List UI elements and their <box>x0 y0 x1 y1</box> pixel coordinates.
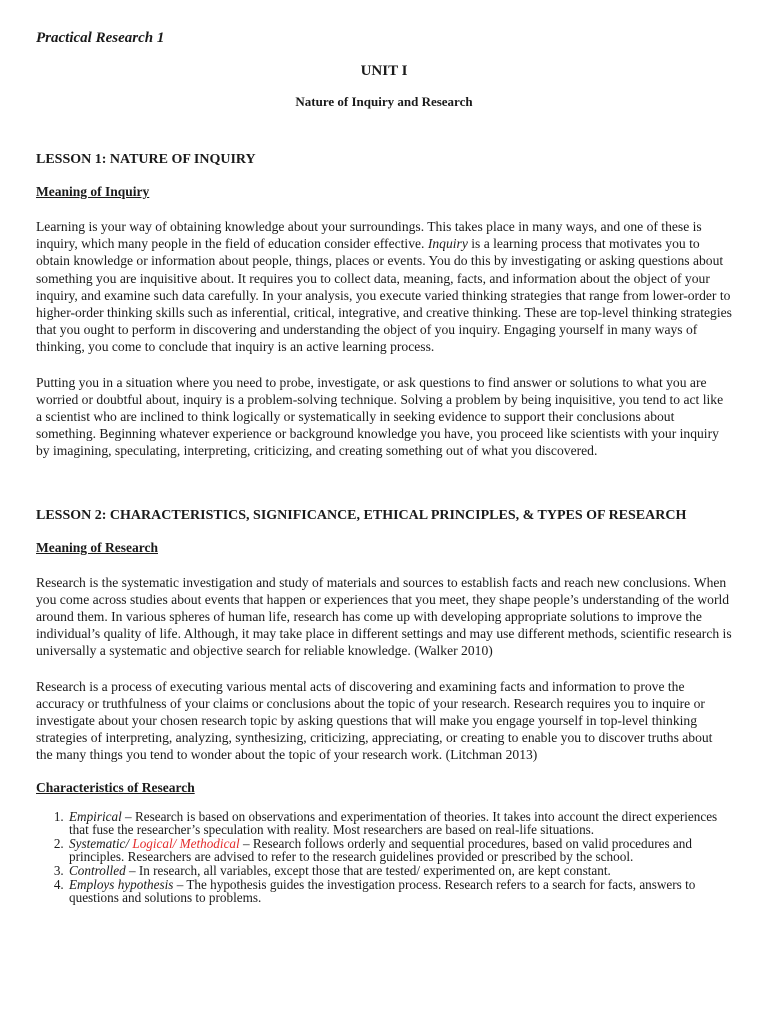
lesson-2-paragraph-1: Research is the systematic investigation and study of materials and sources to establish facts and reach new conclusions. When you come across studies about events that happen or experiences that you meet, they shape people’s understanding of the world around them. In various spheres of human life, research has come up with developing appropriate solutions to improve the individual’s quality of life. Although, it may take place in different settings and may use different methods, scientific research is universally a systematic and objective search for reliable knowledge. (Walker 2010) <box>36 574 732 659</box>
characteristic-text: – Research is based on observations and experimentation of theories. It takes into account the direct experiences that fuse the researcher’s speculation with reality. Most researchers are based on real-life situations. <box>69 808 718 838</box>
document-header-title: Practical Research 1 <box>36 30 165 46</box>
lesson-1-paragraph-2: Putting you in a situation where you need to probe, investigate, or ask questions to find answer or solutions to what you are worried or doubtful about, inquiry is a problem-solving technique. Solving a problem by being inquisitive, you tend to act like a scientist who are inclined to think logically or systematically in seeking evidence to support their conclusions about something. Beginning whatever experience or background knowledge you have, you proceed like scientists with your inquiry by imagining, speculating, interpreting, criticizing, and creating something out of what you discovered. <box>36 374 724 459</box>
list-item <box>67 837 732 864</box>
lesson-2-title: LESSON 2: CHARACTERISTICS, SIGNIFICANCE, ETHICAL PRINCIPLES, & TYPES OF RESEARCH <box>36 507 687 523</box>
characteristics-list <box>36 810 732 905</box>
meaning-of-inquiry-heading: Meaning of Inquiry <box>36 184 150 199</box>
inquiry-term: Inquiry <box>427 236 468 252</box>
lesson-1-title: LESSON 1: NATURE OF INQUIRY <box>36 152 256 167</box>
unit-subtitle: Nature of Inquiry and Research <box>295 94 473 109</box>
characteristic-text: – The hypothesis guides the investigation process. Research refers to a search for facts, answers to questions and solutions to problems. <box>69 876 696 906</box>
lesson-2-paragraph-2: Research is a process of executing various mental acts of discovering and examining facts and information to prove the accuracy or truthfulness of your claims or conclusions about the topic of your research. Research requires you to inquire or investigate about your chosen research topic by asking questions that will make you engage yourself in top-level thinking strategies of interpreting, analyzing, synthesizing, criticizing, appreciating, or creating to enable you to discover truths about the many things you tend to wonder about the topic of your research work. (Litchman 2013) <box>36 678 713 763</box>
lesson-1-paragraph-1 <box>36 218 732 356</box>
paragraph-text: is a learning process that motivates you to obtain knowledge or information about people, things, places or events. You do this by investigating or asking questions about something you are inquisitive about. It requires you to collect data, meaning, facts, and information about the object of your inquiry, and examine such data carefully. In your analysis, you execute varied thinking strategies that range from lower-order to higher-order thinking skills such as inferential, critical, integrative, and creative thinking. These are top-level thinking strategies that you ought to perform in discovering and understanding the object of you inquiry. Engaging yourself in many ways of thinking, you come to conclude that inquiry is an active learning process. <box>36 236 732 355</box>
characteristic-text: – In research, all variables, except those that are tested/ experimented on, are kept constant. <box>125 863 611 879</box>
list-item <box>67 864 732 878</box>
characteristic-text: – Research follows orderly and sequential procedures, based on valid procedures and principles. Researchers are advised to refer to the research guidelines provided or prescribed by the school. <box>69 835 692 865</box>
characteristics-heading: Characteristics of Research <box>36 779 195 795</box>
characteristic-term: Employs hypothesis <box>69 876 174 892</box>
characteristic-term: Systematic/ <box>69 835 130 851</box>
list-item <box>67 810 732 837</box>
unit-title: UNIT I <box>360 63 408 79</box>
characteristic-term: Controlled <box>69 863 126 879</box>
list-item <box>67 878 732 905</box>
document-page <box>36 30 732 905</box>
characteristic-term-highlight: Logical/ Methodical <box>129 835 240 851</box>
meaning-of-research-heading: Meaning of Research <box>36 539 158 555</box>
paragraph-text: Learning is your way of obtaining knowledge about your surroundings. This takes place in many ways, and one of these is inquiry, which many people in the field of education consider effective. <box>36 219 702 252</box>
characteristic-term: Empirical <box>69 808 122 824</box>
